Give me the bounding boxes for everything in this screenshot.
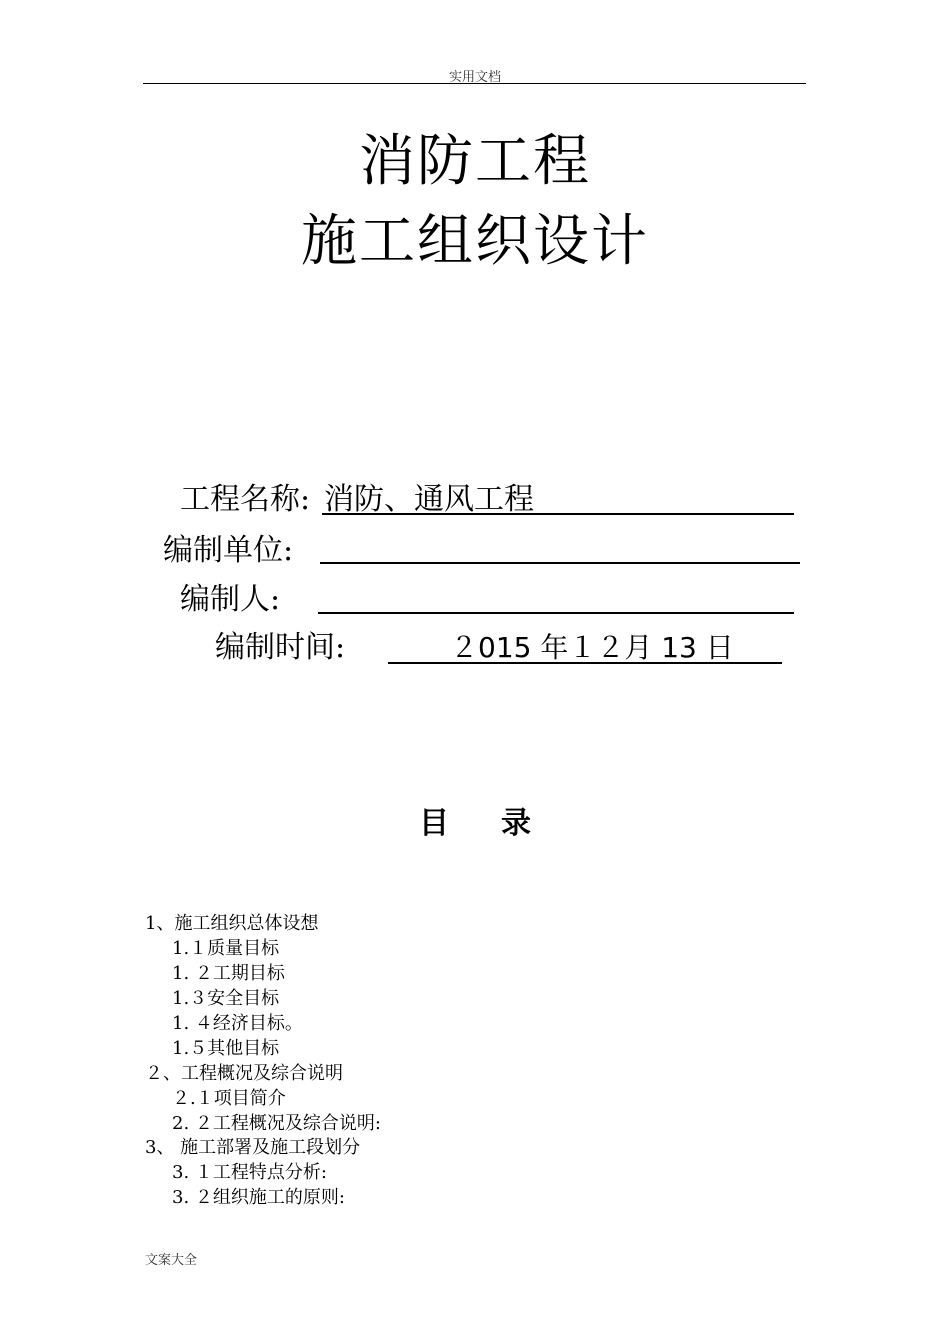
- document-title-line-1: 消防工程: [359, 129, 591, 194]
- date-value: ２015 年１２月 13 日: [450, 631, 734, 664]
- project-name-underline: [322, 513, 794, 515]
- toc-item[interactable]: 1. ４经济目标。: [172, 1013, 303, 1034]
- toc-item[interactable]: ２、工程概况及综合说明: [145, 1063, 343, 1084]
- toc-item[interactable]: 1.１质量目标: [172, 938, 280, 959]
- document-title-line-2: 施工组织设计: [301, 209, 649, 274]
- toc-item[interactable]: 1.３安全目标: [172, 988, 280, 1009]
- header-rule: [143, 83, 806, 84]
- project-name-value: 消防、通风工程: [324, 482, 534, 517]
- toc-item[interactable]: 3. １工程特点分析:: [172, 1162, 327, 1183]
- org-unit-underline: [320, 562, 800, 564]
- org-unit-label: 编制单位:: [163, 533, 294, 568]
- toc-item[interactable]: 3、 施工部署及施工段划分: [145, 1137, 361, 1158]
- page-header-text: 实用文档: [448, 70, 501, 85]
- toc-item[interactable]: 3. ２组织施工的原则:: [172, 1187, 345, 1208]
- toc-item[interactable]: 2. ２工程概况及综合说明:: [172, 1113, 381, 1134]
- page-footer-text: 文案大全: [145, 1253, 198, 1268]
- toc-item[interactable]: ２.１项目简介: [172, 1088, 286, 1109]
- author-label: 编制人:: [180, 582, 281, 617]
- toc-item[interactable]: 1.５其他目标: [172, 1038, 280, 1059]
- date-label: 编制时间:: [215, 630, 346, 665]
- toc-item[interactable]: 1、施工组织总体设想: [145, 913, 319, 934]
- toc-item[interactable]: 1. ２工期目标: [172, 963, 285, 984]
- project-name-label: 工程名称:: [180, 482, 311, 517]
- author-underline: [318, 612, 794, 614]
- date-underline: [388, 662, 782, 664]
- toc-title: 目录: [419, 806, 583, 841]
